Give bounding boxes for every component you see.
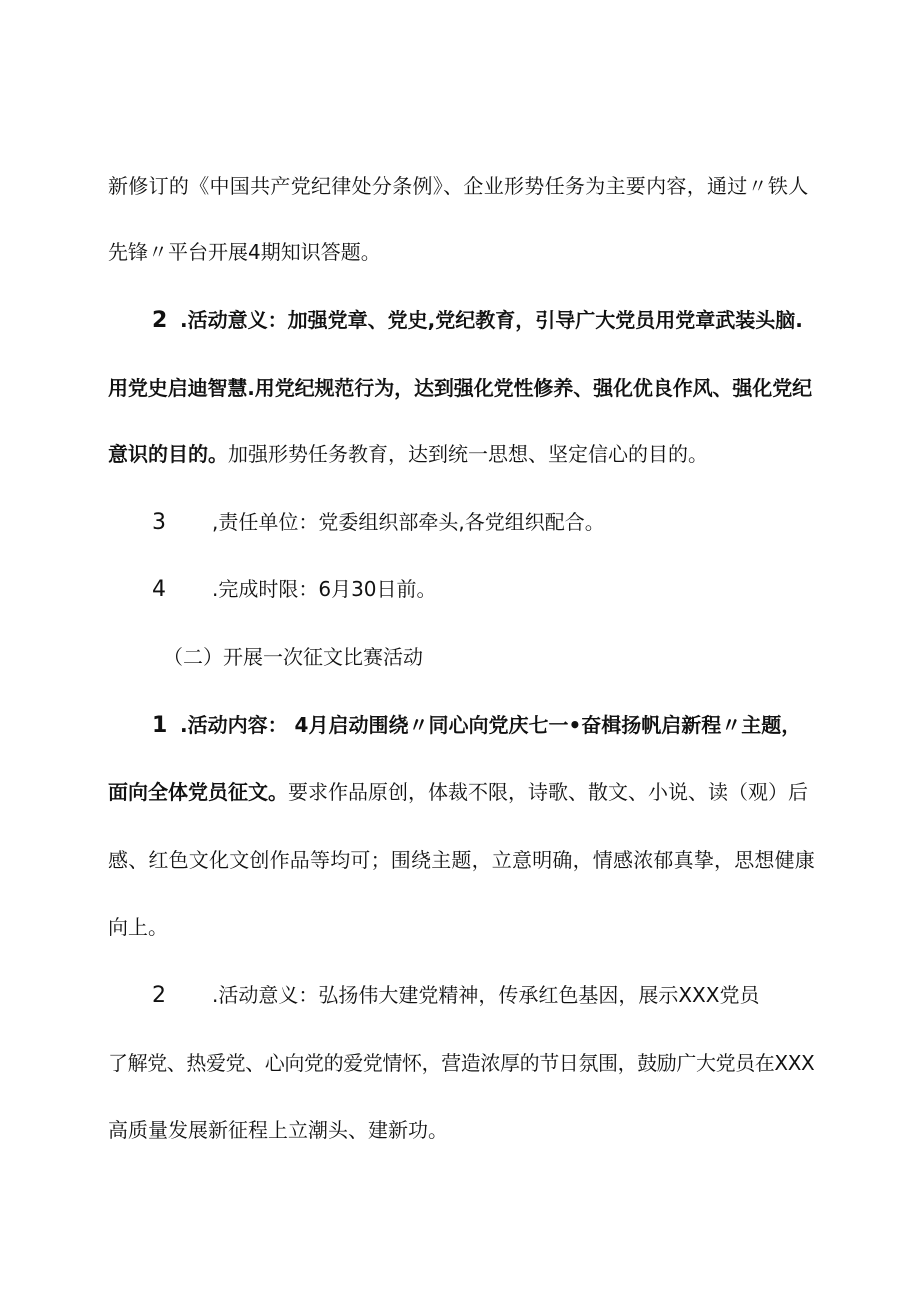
- para5-line2: [108, 778, 808, 806]
- para5-line2-bold: 面向全体党员征文。: [108, 780, 288, 804]
- para6-line2: 了解党、热爱党、心向党的爱党情怀，营造浓厚的节日氛围，鼓励广大党员在XXX: [108, 1051, 815, 1075]
- para5-line1-text: .活动内容： 4月启动围绕〃同心向党庆七一•奋楫扬帆启新程〃主题，: [180, 713, 802, 737]
- para2-line3: [108, 440, 708, 468]
- para2-line1-text: .活动意义：加强党章、党史,党纪教育，引导广大党员用党章武装头脑.: [180, 308, 803, 332]
- para3-line: [152, 508, 605, 537]
- section-title: （二）开展一次征文比赛活动: [163, 645, 423, 669]
- para5-line2-rest: 要求作品原创，体裁不限，诗歌、散文、小说、读（观）后: [288, 780, 808, 804]
- para6-line1: [152, 981, 759, 1010]
- para4-number: 4: [152, 577, 166, 602]
- para5-line4: 向上。: [108, 915, 168, 939]
- para3-text: ,责任单位：党委组织部牵头,各党组织配合。: [212, 510, 605, 534]
- para5-number: 1: [152, 713, 168, 738]
- para5-line1: [152, 711, 801, 740]
- para4-line: [152, 575, 437, 604]
- para5-line3: 感、红色文化文创作品等均可；围绕主题，立意明确，情感浓郁真挚，思想健康: [108, 848, 815, 872]
- para6-number: 2: [152, 983, 166, 1008]
- para1-line2: 先锋〃平台开展4期知识答题。: [108, 240, 381, 264]
- para6-line3: 高质量发展新征程上立潮头、建新功。: [108, 1118, 448, 1142]
- para2-line3-bold: 意识的目的。: [108, 442, 228, 466]
- para2-line2: 用党史启迪智慧.用党纪规范行为，达到强化党性修养、强化优良作风、强化党纪: [108, 376, 812, 400]
- para3-number: 3: [152, 510, 166, 535]
- para2-number: 2: [152, 308, 168, 333]
- para1-line1: 新修订的《中国共产党纪律处分条例》、企业形势任务为主要内容，通过〃铁人: [108, 174, 809, 198]
- para2-line1: [152, 306, 803, 335]
- para4-text: .完成时限：6月30日前。: [212, 577, 437, 601]
- para2-line3-rest: 加强形势任务教育，达到统一思想、坚定信心的目的。: [228, 442, 708, 466]
- para6-line1-text: .活动意义：弘扬伟大建党精神，传承红色基因，展示XXX党员: [212, 983, 760, 1007]
